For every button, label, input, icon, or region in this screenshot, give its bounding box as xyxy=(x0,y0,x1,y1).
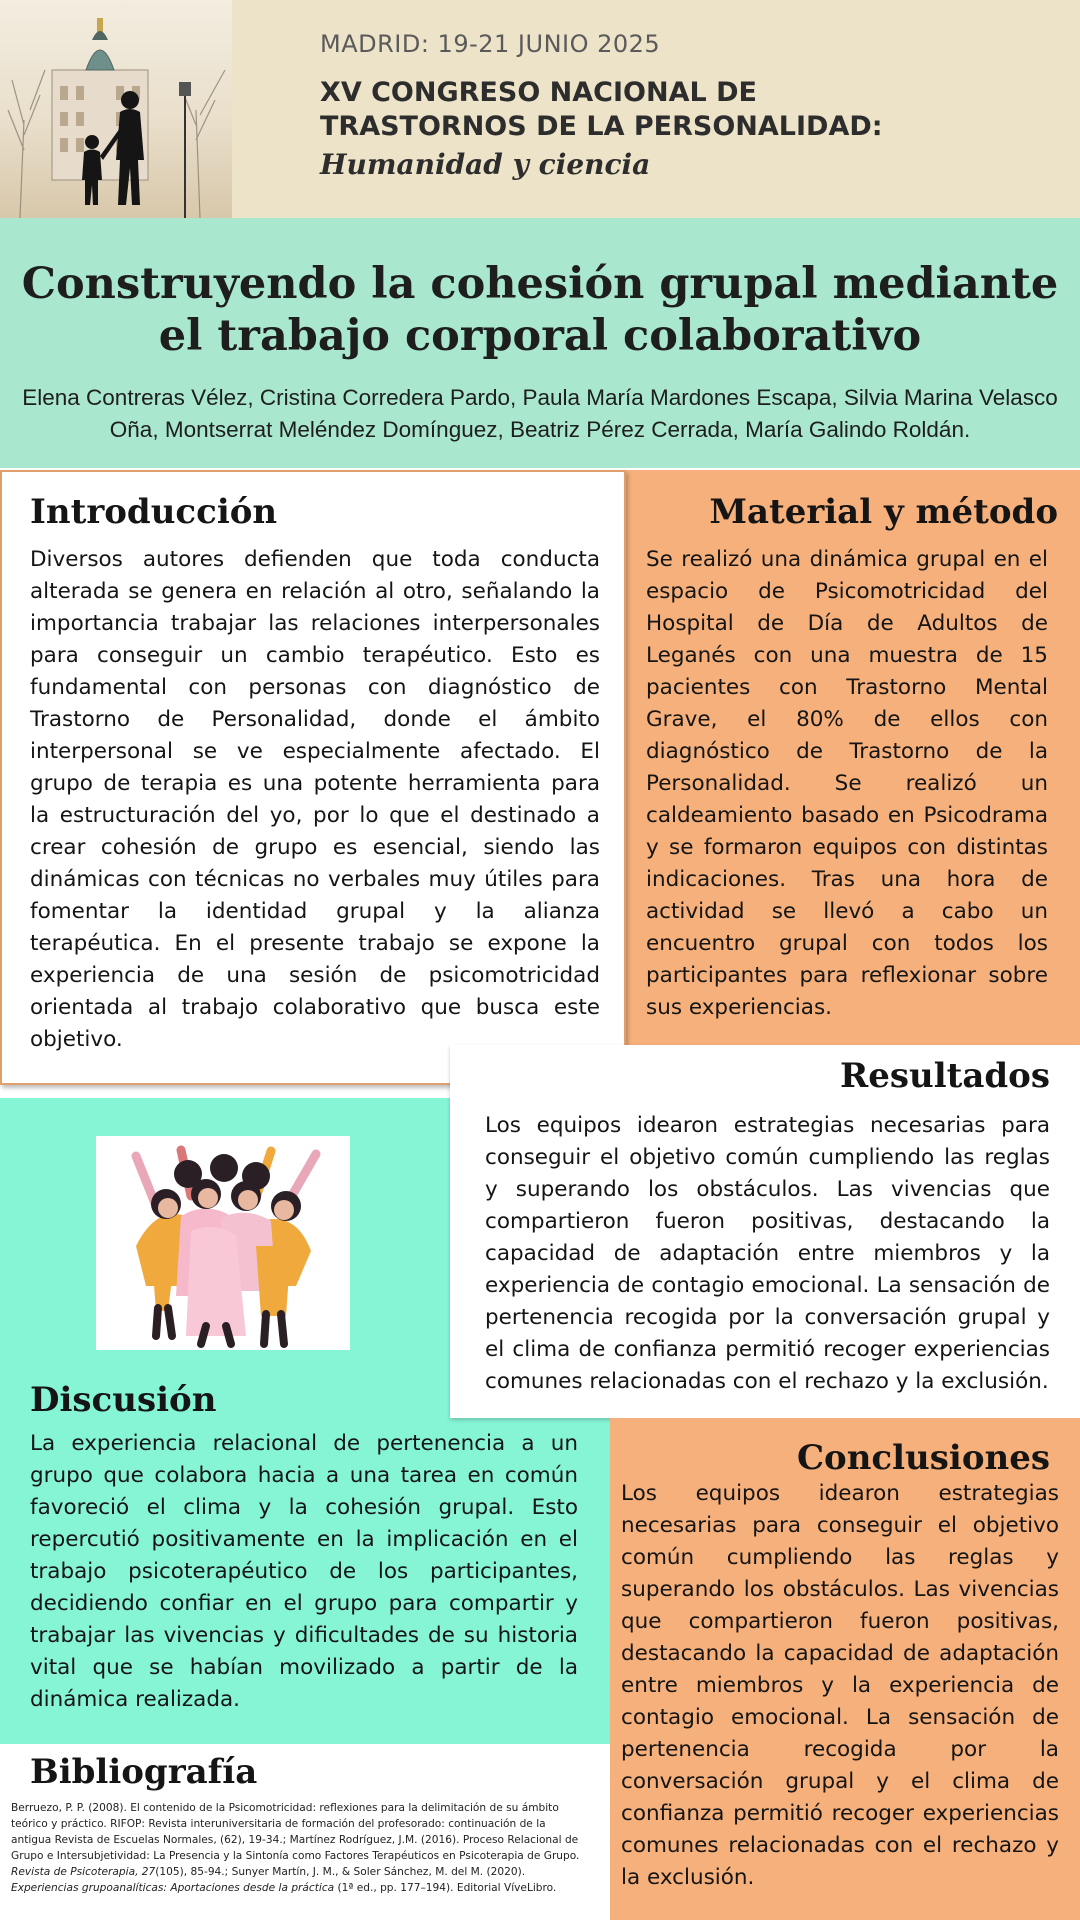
bibliography-part2: (105), 85-94.; Sunyer Martín, J. M., & Soler Sánchez, M. del M. (2020). xyxy=(155,1866,526,1878)
bibliography-book: Experiencias grupoanalíticas: Aportaciones desde la práctica xyxy=(11,1882,335,1894)
poster-title-line1: Construyendo la cohesión grupal mediante xyxy=(21,259,1059,309)
madrid-building-icon xyxy=(0,0,232,218)
congress-subtitle: Humanidad y ciencia xyxy=(320,148,651,181)
poster-title-line2: el trabajo corporal colaborativo xyxy=(158,311,922,361)
bibliography-text xyxy=(11,1800,580,1896)
congress-info xyxy=(320,30,1060,181)
intro-heading: Introducción xyxy=(30,492,278,532)
results-text: Los equipos idearon estrategias necesarias para conseguir el objetivo común cumpliendo las reglas y superando los obstáculos. Las vivencias que compartieron fueron positivas, destacando la capacidad de adaptación entre miembros y la experiencia de contagio emocional. La sensación de pertenencia recogida por la conversación grupal y el clima de confianza permitió recoger experiencias comunes relacionadas con el rechazo y la exclusión. xyxy=(485,1113,1050,1394)
bibliography-part3: (1ª ed., pp. 177–194). Editorial VíveLibro. xyxy=(334,1882,557,1894)
congress-name-line1: XV CONGRESO NACIONAL DE xyxy=(320,77,757,108)
method-heading: Material y método xyxy=(709,492,1058,532)
bibliography-part1: Berruezo, P. P. (2008). El contenido de la Psicomotricidad: reflexiones para la delimitación de su ámbito teórico y práctico. RIFOP: Revista interuniversitaria de formación del profesorado: continuación de la antigua Revista de Escuelas Normales, (62), 19-34.; Martínez Rodríguez, J.M. (2016). Proceso Relacional de Grupo e Intersubjetividad: La Presencia y la Sintonía como Factores Terapéuticos en Psicoterapia de Grupo. xyxy=(11,1802,580,1862)
intro-text: Diversos autores defienden que toda conducta alterada se genera en relación al otro, señalando la importancia trabajar las relaciones interpersonales para conseguir un cambio terapéutico. Esto es fundamental con personas con diagnóstico de Trastorno de Personalidad, donde el ámbito interpersonal se ve especialmente afectado. El grupo de terapia es una potente herramienta para la estructuración del yo, por lo que el destinado a crear cohesión de grupo es esencial, siendo las dinámicas con técnicas no verbales muy útiles para fomentar la identidad grupal y la alianza terapéutica. En el presente trabajo se expone la experiencia de una sesión de psicomotricidad orientada al trabajo colaborativo que busca este objetivo. xyxy=(30,547,600,1052)
discussion-heading: Discusión xyxy=(30,1380,217,1420)
conclusions-text: Los equipos idearon estrategias necesarias para conseguir el objetivo común cumpliendo las reglas y superando los obstáculos. Las vivencias que compartieron fueron positivas, destacando la capacidad de adaptación entre miembros y la experiencia de contagio emocional. La sensación de pertenencia recogida por la conversación grupal y el clima de confianza permitió recoger experiencias comunes relacionadas con el rechazo y la exclusión. xyxy=(621,1481,1059,1890)
group-illustration xyxy=(96,1136,350,1350)
bibliography-journal: Revista de Psicoterapia, 27 xyxy=(11,1866,156,1878)
authors: Elena Contreras Vélez, Cristina Corredera Pardo, Paula María Mardones Escapa, Silvia Marina Velasco Oña, Montserrat Meléndez Domínguez, Beatriz Pérez Cerrada, María Galindo Roldán. xyxy=(22,385,1058,442)
city-illustration xyxy=(0,0,232,218)
results-heading: Resultados xyxy=(840,1056,1050,1096)
conclusions-heading: Conclusiones xyxy=(796,1438,1050,1478)
poster-title xyxy=(20,258,1060,362)
congress-name-line2: TRASTORNOS DE LA PERSONALIDAD: xyxy=(320,111,883,142)
bibliography-heading: Bibliografía xyxy=(30,1752,258,1792)
method-text: Se realizó una dinámica grupal en el espacio de Psicomotricidad del Hospital de Día de Adultos de Leganés con una muestra de 15 pacientes con Trastorno Mental Grave, el 80% de ellos con diagnóstico de Trastorno de la Personalidad. Se realizó un caldeamiento basado en Psicodrama y se formaron equipos con distintas indicaciones. Tras una hora de actividad se llevó a cabo un encuentro grupal con todos los participantes para reflexionar sobre sus experiencias. xyxy=(646,547,1048,1020)
discussion-text: La experiencia relacional de pertenencia a un grupo que colabora hacia a una tarea en común favoreció el clima y la cohesión grupal. Esto repercutió positivamente en la implicación en el trabajo psicoterapéutico de los participantes, decidiendo confiar en el grupo para compartir y trabajar las vivencias y dificultades de su historia vital que se habían movilizado a partir de la dinámica realizada. xyxy=(30,1431,578,1712)
group-of-women-icon xyxy=(96,1136,350,1350)
congress-date: MADRID: 19-21 JUNIO 2025 xyxy=(320,30,661,58)
